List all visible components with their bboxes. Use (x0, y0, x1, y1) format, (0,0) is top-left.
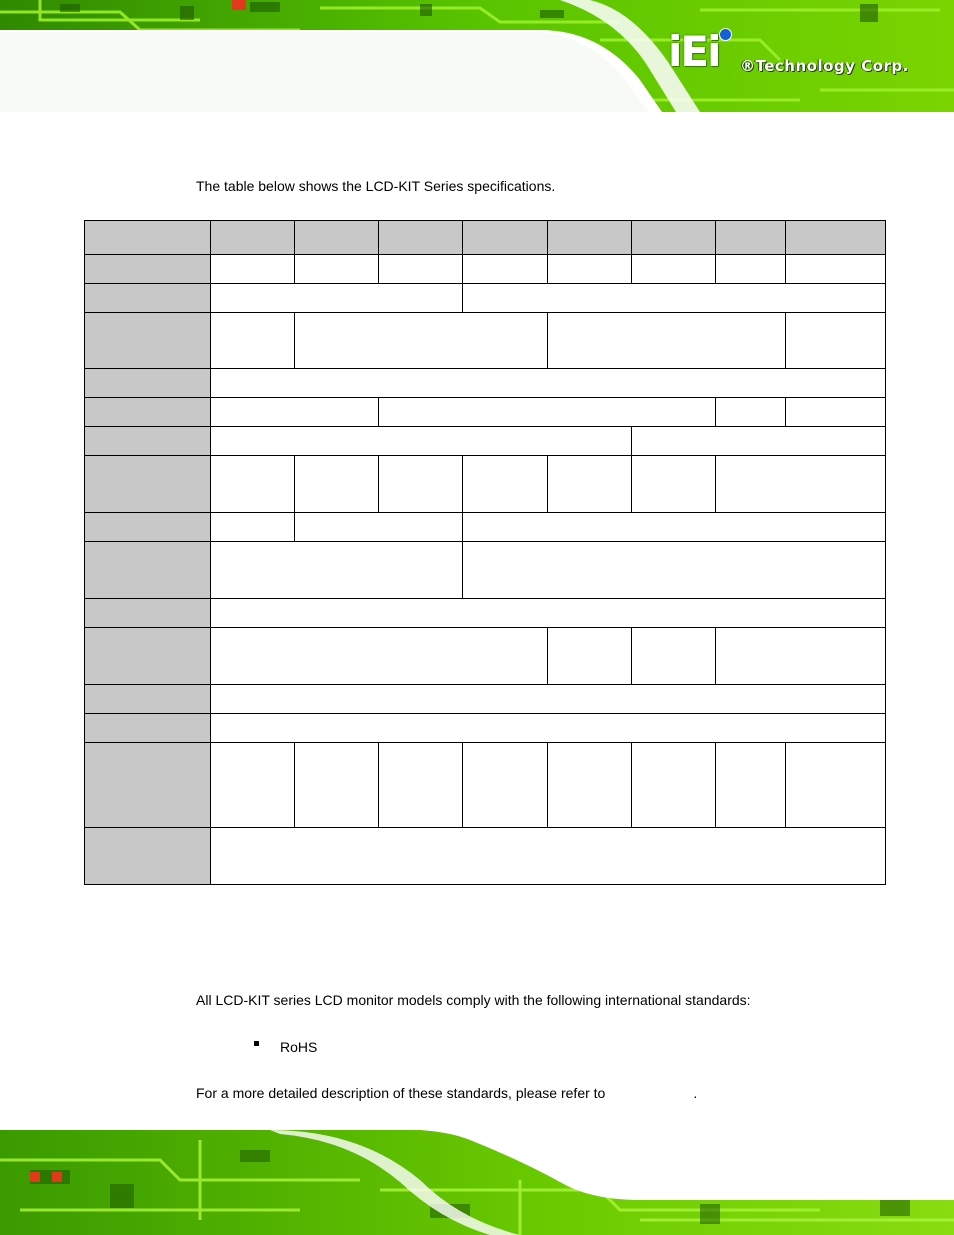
table-cell (786, 743, 886, 828)
table-cell (463, 284, 886, 313)
table-cell (716, 398, 786, 427)
table-cell (463, 513, 886, 542)
table-cell (295, 313, 548, 369)
table-cell (211, 221, 295, 255)
bullet-square-icon (254, 1041, 259, 1046)
table-cell (632, 221, 716, 255)
table-cell (716, 628, 886, 685)
table-row (85, 313, 886, 369)
intro-text: The table below shows the LCD-KIT Series specifications. (196, 178, 556, 194)
row-label-cell (85, 743, 211, 828)
table-cell (211, 628, 548, 685)
reference-text-suffix: . (693, 1085, 698, 1101)
table-row (85, 513, 886, 542)
table-cell (379, 456, 463, 513)
compliance-text: All LCD-KIT series LCD monitor models comply with the following international standards: (196, 992, 751, 1008)
table-cell (548, 313, 786, 369)
header-banner (0, 0, 954, 112)
spec-table (84, 220, 886, 885)
table-cell (463, 255, 548, 284)
table-cell (379, 743, 463, 828)
table-cell (463, 456, 548, 513)
table-row (85, 743, 886, 828)
table-cell (211, 599, 886, 628)
table-row (85, 398, 886, 427)
table-cell (295, 221, 379, 255)
row-label-cell (85, 255, 211, 284)
table-row (85, 685, 886, 714)
table-row (85, 828, 886, 885)
table-cell (463, 542, 886, 599)
table-cell (211, 369, 886, 398)
logo-dot-icon (719, 28, 732, 41)
table-header-row (85, 221, 886, 255)
table-row (85, 599, 886, 628)
table-cell (211, 284, 463, 313)
row-label-cell (85, 828, 211, 885)
row-label-cell (85, 313, 211, 369)
table-cell (211, 828, 886, 885)
table-cell (463, 221, 548, 255)
table-cell (211, 398, 379, 427)
row-label-cell (85, 456, 211, 513)
table-cell (295, 743, 379, 828)
table-cell (548, 743, 632, 828)
row-label-cell (85, 714, 211, 743)
table-cell (295, 255, 379, 284)
table-cell (211, 513, 295, 542)
row-label-cell (85, 513, 211, 542)
table-cell (786, 255, 886, 284)
table-cell (379, 398, 716, 427)
logo-text: ®Technology Corp. (740, 57, 909, 75)
table-row (85, 369, 886, 398)
table-cell (211, 743, 295, 828)
table-cell (548, 255, 632, 284)
table-cell (379, 221, 463, 255)
row-label-cell (85, 628, 211, 685)
table-row (85, 714, 886, 743)
table-row (85, 427, 886, 456)
table-row (85, 284, 886, 313)
table-cell (632, 628, 716, 685)
table-row (85, 542, 886, 599)
footer-banner (0, 1120, 954, 1235)
table-row (85, 456, 886, 513)
table-cell (211, 542, 463, 599)
table-cell (632, 743, 716, 828)
table-cell (379, 255, 463, 284)
table-cell (632, 255, 716, 284)
row-label-cell (85, 369, 211, 398)
table-cell (786, 398, 886, 427)
company-logo (668, 27, 938, 80)
table-cell (632, 427, 886, 456)
table-cell (716, 743, 786, 828)
table-cell (786, 313, 886, 369)
reference-text (196, 1085, 697, 1101)
table-cell (548, 456, 632, 513)
table-cell (463, 743, 548, 828)
reference-text-body: For a more detailed description of these standards, please refer to (196, 1085, 606, 1101)
table-cell (786, 221, 886, 255)
logo-mark: iEi (668, 27, 720, 76)
table-cell (716, 456, 886, 513)
standard-item: RoHS (280, 1039, 318, 1055)
table-cell (211, 714, 886, 743)
table-cell (211, 456, 295, 513)
table-cell (632, 456, 716, 513)
table-cell (85, 221, 211, 255)
table-row (85, 255, 886, 284)
row-label-cell (85, 599, 211, 628)
table-cell (211, 427, 632, 456)
table-cell (211, 313, 295, 369)
table-cell (295, 456, 379, 513)
row-label-cell (85, 542, 211, 599)
table-cell (716, 255, 786, 284)
row-label-cell (85, 398, 211, 427)
row-label-cell (85, 427, 211, 456)
table-cell (211, 685, 886, 714)
table-cell (211, 255, 295, 284)
table-cell (548, 628, 632, 685)
row-label-cell (85, 284, 211, 313)
table-cell (716, 221, 786, 255)
row-label-cell (85, 685, 211, 714)
table-cell (295, 513, 463, 542)
circuit-board-graphic (0, 1120, 954, 1235)
table-cell (548, 221, 632, 255)
table-row (85, 628, 886, 685)
